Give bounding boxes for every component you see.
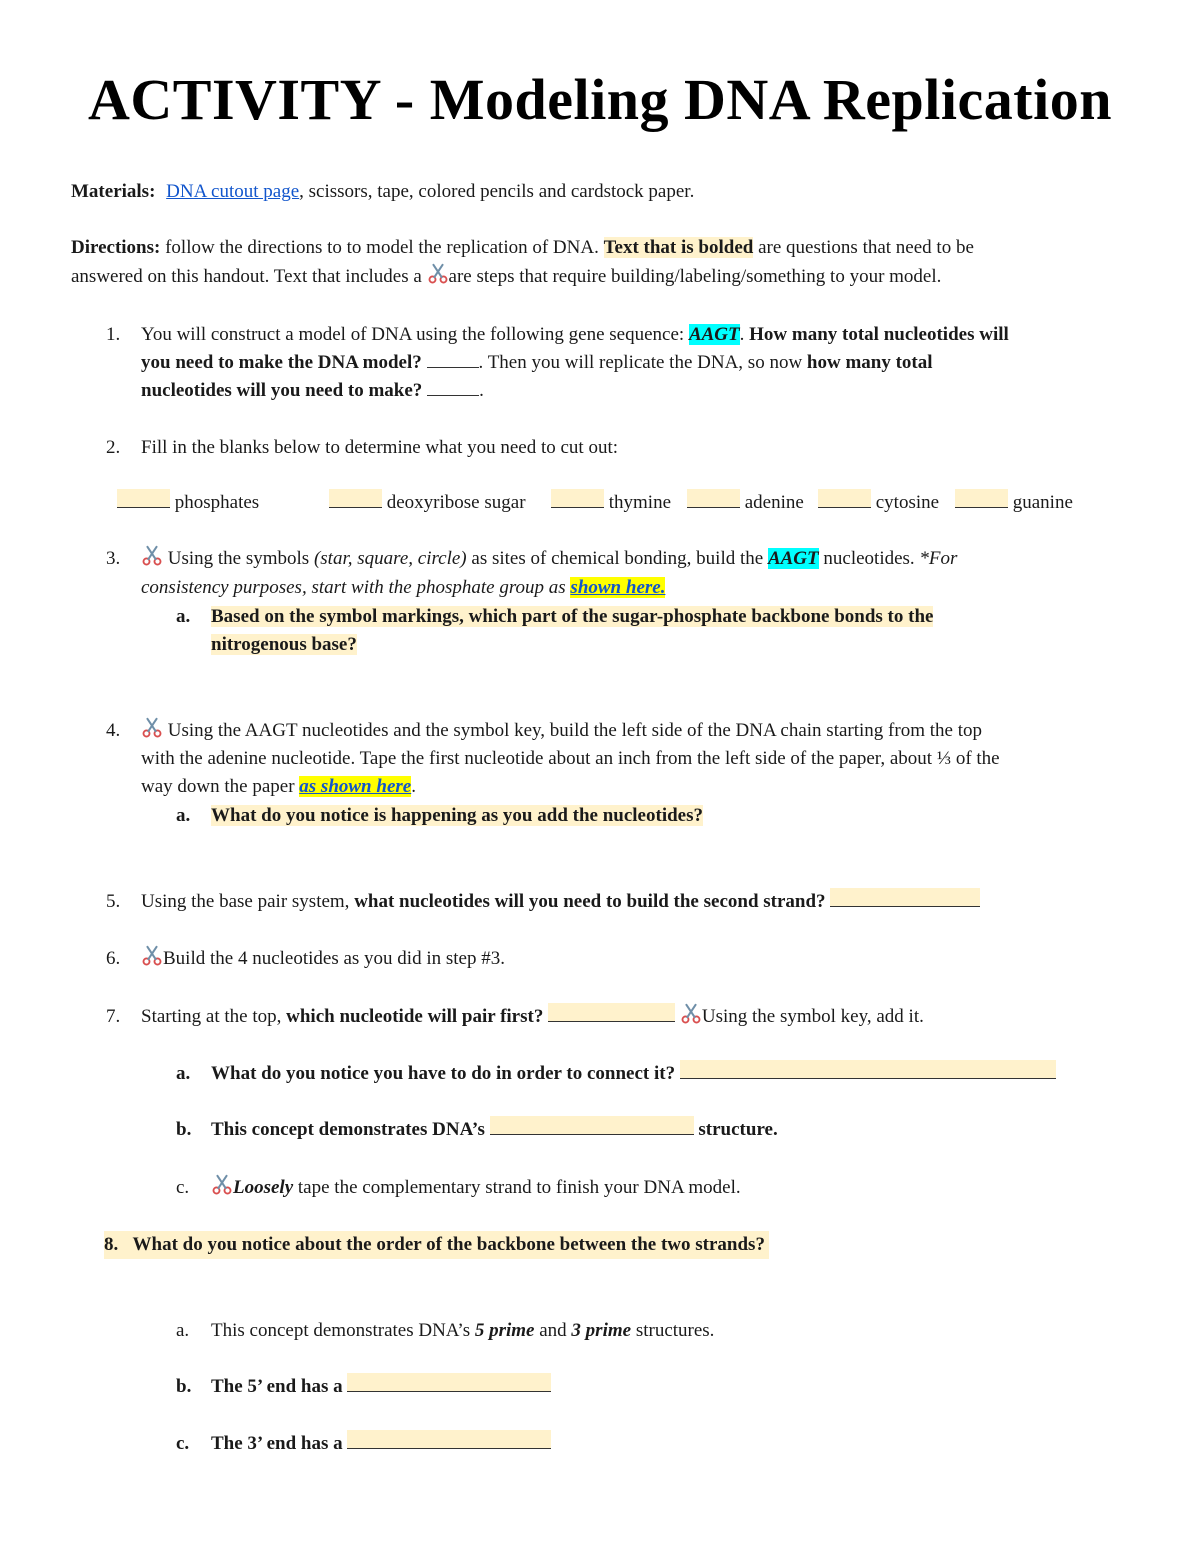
cytosine-blank[interactable] bbox=[818, 489, 871, 508]
materials-label: Materials: bbox=[71, 181, 156, 202]
phosphates-blank[interactable] bbox=[117, 489, 170, 508]
q5-text: Using the base pair system, bbox=[141, 891, 355, 912]
scissors-icon bbox=[141, 945, 163, 967]
scissors-icon bbox=[427, 263, 449, 285]
thymine-label: thymine bbox=[608, 492, 672, 513]
q1-text: . Then you will replicate the DNA, so now bbox=[478, 352, 807, 373]
loosely-text: Loosely bbox=[233, 1177, 294, 1198]
q8a-text: structures. bbox=[631, 1320, 715, 1341]
q4-line-2: with the adenine nucleotide. Tape the first nucleotide about an inch from the left side of the paper, about ⅓ of the bbox=[141, 748, 1000, 769]
q3-text: nucleotides. bbox=[818, 548, 920, 569]
phosphates-label: phosphates bbox=[174, 492, 260, 513]
q8a-text: and bbox=[534, 1320, 572, 1341]
q8-line bbox=[104, 1231, 769, 1259]
directions-line-2 bbox=[71, 263, 941, 291]
five-prime-text: 5 prime bbox=[474, 1320, 535, 1341]
q7-text: Starting at the top, bbox=[141, 1006, 287, 1027]
q7-number: 7. bbox=[106, 1006, 121, 1027]
q8c-answer-blank[interactable] bbox=[347, 1430, 551, 1449]
q1-number: 1. bbox=[106, 324, 121, 345]
cytosine-label: cytosine bbox=[875, 492, 940, 513]
q8a-text: This concept demonstrates DNA’s bbox=[211, 1320, 475, 1341]
q7-question: which nucleotide will pair first? bbox=[286, 1006, 544, 1027]
q2-item-adenine bbox=[687, 489, 804, 517]
three-prime-text: 3 prime bbox=[571, 1320, 632, 1341]
q8c-line bbox=[211, 1430, 551, 1458]
q7c-line bbox=[211, 1174, 741, 1202]
q7a-line bbox=[211, 1060, 1056, 1088]
q4-number: 4. bbox=[106, 720, 121, 741]
q3a-text: Based on the symbol markings, which part of the sugar-phosphate backbone bonds to the bbox=[211, 606, 934, 627]
gene-sequence: AAGT bbox=[767, 548, 819, 569]
q7b-question: structure. bbox=[698, 1119, 778, 1140]
q3a-text: nitrogenous base? bbox=[211, 634, 357, 655]
q1-question: How many total nucleotides will bbox=[749, 324, 1009, 345]
q1-answer-blank-2[interactable] bbox=[427, 377, 479, 396]
q7a-answer-blank[interactable] bbox=[680, 1060, 1056, 1079]
q7b-label: b. bbox=[176, 1119, 192, 1140]
q1-question: you need to make the DNA model? bbox=[141, 352, 422, 373]
q2-item-cytosine bbox=[818, 489, 939, 517]
q3a-question-1 bbox=[211, 603, 933, 631]
q4-line-3 bbox=[141, 773, 416, 801]
guanine-label: guanine bbox=[1012, 492, 1073, 513]
q6-number: 6. bbox=[106, 948, 121, 969]
q8c-label: c. bbox=[176, 1433, 190, 1454]
q3-note: *For bbox=[919, 548, 958, 569]
scissors-icon bbox=[680, 1003, 702, 1025]
q8b-line bbox=[211, 1373, 551, 1401]
thymine-blank[interactable] bbox=[551, 489, 604, 508]
q4-text: way down the paper bbox=[141, 776, 300, 797]
as-shown-here-link[interactable]: as shown here bbox=[299, 776, 412, 797]
scissors-icon bbox=[141, 717, 163, 739]
q5-line bbox=[141, 888, 980, 916]
directions-text: answered on this handout. Text that includes a bbox=[71, 266, 427, 287]
q8a-label: a. bbox=[176, 1320, 190, 1341]
q6-line bbox=[141, 945, 505, 973]
directions-text: are questions that need to be bbox=[753, 237, 974, 258]
q4-line-1 bbox=[141, 717, 982, 745]
scissors-icon bbox=[211, 1174, 233, 1196]
q2-number: 2. bbox=[106, 437, 121, 458]
q7a-question: What do you notice you have to do in order to connect it? bbox=[211, 1063, 676, 1084]
q8-number: 8. bbox=[104, 1234, 119, 1255]
q5-number: 5. bbox=[106, 891, 121, 912]
q8b-label: b. bbox=[176, 1376, 192, 1397]
scissors-icon bbox=[141, 545, 163, 567]
q1-question: how many total bbox=[806, 352, 933, 373]
q7b-line bbox=[211, 1116, 778, 1144]
q1-question: nucleotides will you need to make? bbox=[141, 380, 423, 401]
shown-here-link[interactable]: shown here. bbox=[570, 577, 666, 598]
materials-line bbox=[71, 178, 694, 206]
q3a-question-2 bbox=[211, 631, 357, 659]
q8b-question: The 5’ end has a bbox=[211, 1376, 343, 1397]
q1-text: . bbox=[479, 380, 484, 401]
q3a-label: a. bbox=[176, 606, 191, 627]
q7c-label: c. bbox=[176, 1177, 190, 1198]
materials-text: , scissors, tape, colored pencils and cardstock paper. bbox=[299, 181, 695, 202]
q5-question: what nucleotides will you need to build the second strand? bbox=[354, 891, 826, 912]
q3-symbols: (star, square, circle) bbox=[313, 548, 467, 569]
q8-question: What do you notice about the order of the backbone between the two strands? bbox=[132, 1234, 765, 1255]
directions-text: follow the directions to to model the replication of DNA. bbox=[160, 237, 604, 258]
q3-number: 3. bbox=[106, 548, 121, 569]
q2-item-guanine bbox=[955, 489, 1073, 517]
q8a-line bbox=[211, 1317, 714, 1345]
q2-item-thymine bbox=[551, 489, 671, 517]
directions-label: Directions: bbox=[71, 237, 161, 258]
sugar-label: deoxyribose sugar bbox=[386, 492, 526, 513]
q4a-label: a. bbox=[176, 805, 191, 826]
q4a-text: What do you notice is happening as you add the nucleotides? bbox=[211, 805, 703, 826]
q2-item-sugar bbox=[329, 489, 526, 517]
q1-answer-blank-1[interactable] bbox=[427, 349, 479, 368]
q8c-question: The 3’ end has a bbox=[211, 1433, 343, 1454]
q7a-label: a. bbox=[176, 1063, 191, 1084]
q7-answer-blank[interactable] bbox=[548, 1003, 675, 1022]
sugar-blank[interactable] bbox=[329, 489, 382, 508]
q3-note: consistency purposes, start with the phosphate group as bbox=[141, 577, 571, 598]
adenine-blank[interactable] bbox=[687, 489, 740, 508]
q7-text: Using the symbol key, add it. bbox=[701, 1006, 924, 1027]
q3-line-2 bbox=[141, 574, 665, 602]
q6-text: Build the 4 nucleotides as you did in step #3. bbox=[163, 948, 505, 969]
q4a-question bbox=[211, 802, 703, 830]
dna-cutout-link[interactable]: DNA cutout page bbox=[166, 181, 300, 202]
q1-text: . bbox=[739, 324, 750, 345]
directions-text: are steps that require building/labeling/something to your model. bbox=[448, 266, 942, 287]
q2-item-phosphates bbox=[117, 489, 259, 517]
q3-line-1 bbox=[141, 545, 957, 573]
q1-line-1 bbox=[141, 321, 1009, 349]
guanine-blank[interactable] bbox=[955, 489, 1008, 508]
q8b-answer-blank[interactable] bbox=[347, 1373, 551, 1392]
gene-sequence: AAGT bbox=[688, 324, 740, 345]
page-title: ACTIVITY - Modeling DNA Replication bbox=[88, 67, 1112, 132]
q4-text: Using the AAGT nucleotides and the symbol key, build the left side of the DNA chain starting from the top bbox=[163, 720, 982, 741]
q7c-text: tape the complementary strand to finish your DNA model. bbox=[293, 1177, 741, 1198]
bolded-text-note: Text that is bolded bbox=[603, 237, 754, 258]
q1-line-3 bbox=[141, 377, 484, 405]
q7b-answer-blank[interactable] bbox=[490, 1116, 694, 1135]
q3-text: Using the symbols bbox=[163, 548, 314, 569]
q4-text: . bbox=[411, 776, 416, 797]
q2-text: Fill in the blanks below to determine what you need to cut out: bbox=[141, 437, 619, 458]
adenine-label: adenine bbox=[744, 492, 804, 513]
q1-line-2 bbox=[141, 349, 933, 377]
q7-line bbox=[141, 1003, 924, 1031]
q5-answer-blank[interactable] bbox=[830, 888, 980, 907]
q1-text: You will construct a model of DNA using the following gene sequence: bbox=[141, 324, 689, 345]
q7b-question: This concept demonstrates DNA’s bbox=[211, 1119, 485, 1140]
directions-line-1 bbox=[71, 234, 974, 262]
q3-text: as sites of chemical bonding, build the bbox=[466, 548, 768, 569]
